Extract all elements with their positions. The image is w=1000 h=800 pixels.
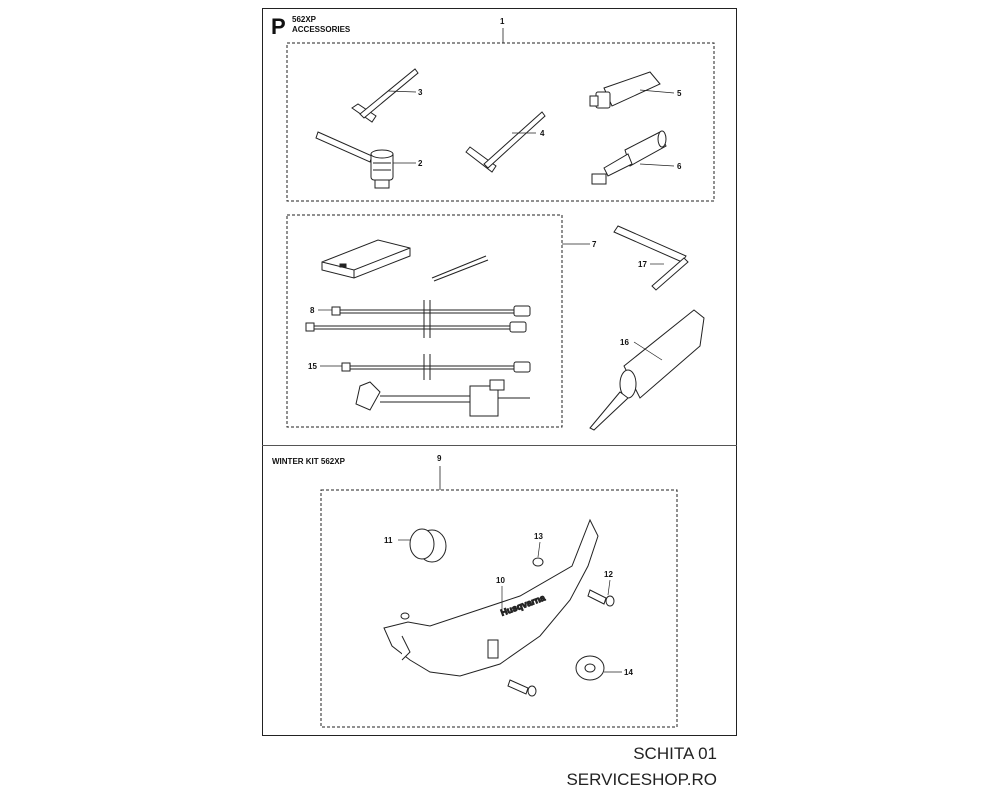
footer-schita: SCHITA 01 <box>633 744 717 763</box>
winter-kit-title: WINTER KIT 562XP <box>272 457 345 466</box>
grease-nozzle-part <box>592 131 666 184</box>
footer-site: SERVICESHOP.RO <box>566 770 717 789</box>
callout-7: 7 <box>592 240 597 249</box>
grommet-part <box>576 656 604 680</box>
callout-13: 13 <box>534 532 543 541</box>
accessories-title: ACCESSORIES <box>292 25 351 34</box>
callout-11: 11 <box>384 536 393 545</box>
callout-2: 2 <box>418 159 423 168</box>
callout-1: 1 <box>500 17 505 26</box>
callout-9: 9 <box>437 454 442 463</box>
callout-3: 3 <box>418 88 423 97</box>
nut-part <box>533 558 543 566</box>
rubber-plug-part <box>410 529 446 562</box>
hex-key-large-part <box>466 112 545 172</box>
callout-6: 6 <box>677 162 682 171</box>
callout-10: 10 <box>496 576 505 585</box>
model-label: 562XP <box>292 15 317 24</box>
callout-17: 17 <box>638 260 647 269</box>
adjustment-tool-part <box>614 226 688 290</box>
callout-14: 14 <box>624 668 633 677</box>
screw-part <box>588 590 614 606</box>
callout-12: 12 <box>604 570 613 579</box>
callout-5: 5 <box>677 89 682 98</box>
screw-lower-part <box>508 680 536 696</box>
grease-tube-part <box>590 72 660 108</box>
group-box-tools <box>287 43 714 201</box>
sealant-tube-part <box>590 310 704 430</box>
section-letter: P <box>271 14 286 39</box>
washer-part <box>401 613 409 619</box>
callout-4: 4 <box>540 129 545 138</box>
hex-key-small-part <box>352 69 418 122</box>
callout-8: 8 <box>310 306 315 315</box>
svg-text:Husqvarna: Husqvarna <box>499 592 547 618</box>
combination-spanner-part <box>316 132 393 188</box>
callout-16: 16 <box>620 338 629 347</box>
adapter-cable-part <box>342 354 530 416</box>
tweezers-part <box>432 256 488 281</box>
diagnostic-cable-part <box>306 300 530 338</box>
callout-15: 15 <box>308 362 317 371</box>
diagnostic-box-part <box>322 240 410 278</box>
